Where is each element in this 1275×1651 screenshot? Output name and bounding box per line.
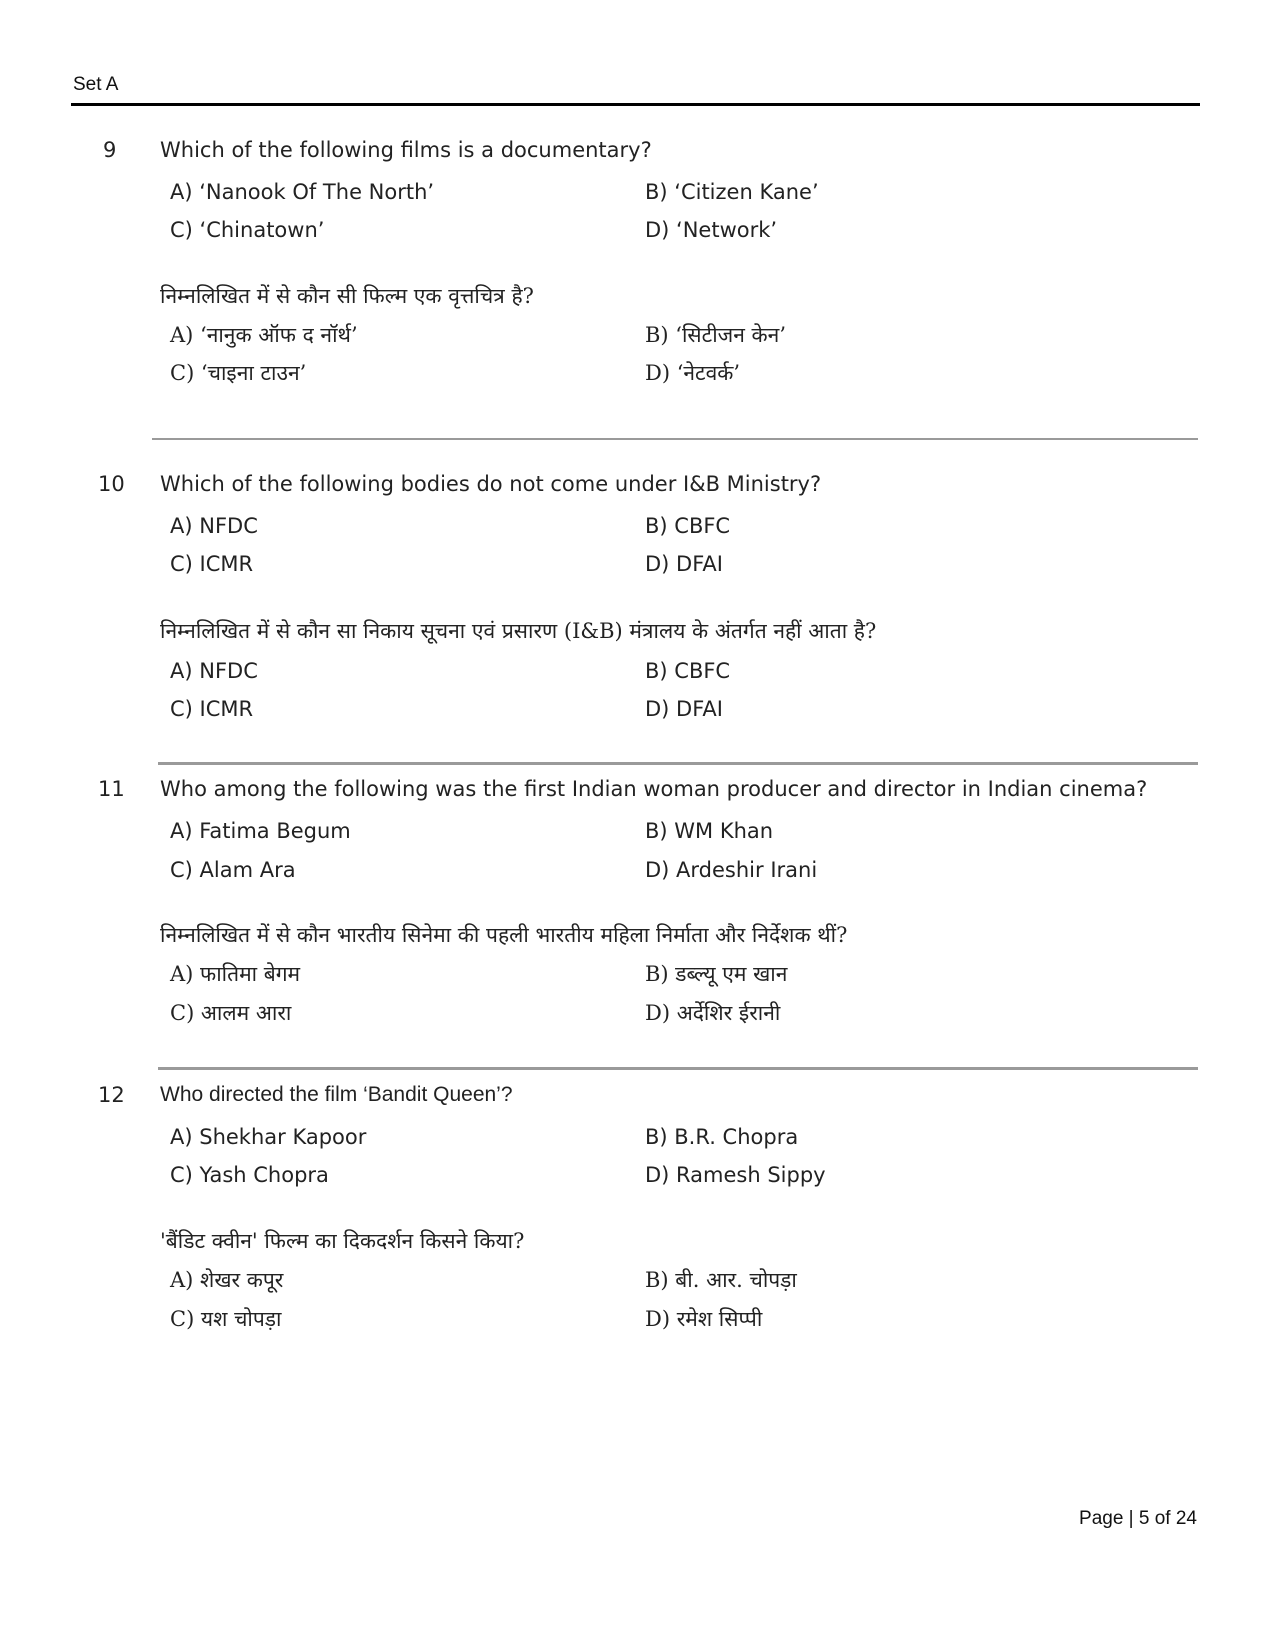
option-b-hi: B) CBFC: [645, 659, 731, 683]
option-d-hi: D) रमेश सिप्पी: [645, 1307, 763, 1331]
question-separator: [152, 438, 1198, 440]
set-label: Set A: [73, 74, 119, 95]
option-b-en: B) WM Khan: [645, 819, 774, 843]
option-b-en: B) ‘Citizen Kane’: [645, 180, 819, 204]
option-b-hi: B) ‘सिटीजन केन’: [645, 323, 787, 347]
question-number: 9: [103, 138, 117, 162]
option-d-en: D) Ardeshir Irani: [645, 858, 818, 882]
option-a-en: A) ‘Nanook Of The North’: [170, 180, 435, 204]
option-c-hi: C) आलम आरा: [170, 1001, 292, 1025]
option-a-en: A) Fatima Begum: [170, 819, 351, 843]
option-a-en: A) NFDC: [170, 514, 258, 538]
option-c-en: C) Alam Ara: [170, 858, 296, 882]
option-b-en: B) B.R. Chopra: [645, 1125, 799, 1149]
question-text-hi: निम्नलिखित में से कौन सा निकाय सूचना एवं प्रसारण (I&B) मंत्रालय के अंतर्गत नहीं आता है?: [160, 619, 877, 643]
option-d-hi: D) ‘नेटवर्क’: [645, 361, 741, 385]
question-separator: [158, 1067, 1198, 1070]
question-separator: [158, 762, 1198, 765]
option-c-hi: C) यश चोपड़ा: [170, 1307, 282, 1331]
question-number: 12: [98, 1083, 125, 1107]
option-a-hi: A) ‘नानुक ऑफ द नॉर्थ’: [170, 323, 358, 347]
option-c-en: C) Yash Chopra: [170, 1163, 329, 1187]
question-text-hi: निम्नलिखित में से कौन सी फिल्म एक वृत्तचित्र है?: [160, 284, 534, 308]
option-a-hi: A) शेखर कपूर: [170, 1268, 284, 1292]
page-number: Page | 5 of 24: [1079, 1508, 1197, 1529]
question-text-en: Who among the following was the first Indian woman producer and director in Indian cinema?: [160, 777, 1148, 801]
question-number: 11: [98, 777, 125, 801]
option-b-hi: B) बी. आर. चोपड़ा: [645, 1268, 797, 1292]
question-number: 10: [98, 472, 125, 496]
question-text-hi: निम्नलिखित में से कौन भारतीय सिनेमा की पहली भारतीय महिला निर्माता और निर्देशक थीं?: [160, 923, 848, 947]
question-text-hi: 'बैंडिट क्वीन' फिल्म का दिकदर्शन किसने किया?: [160, 1229, 525, 1253]
question-text-en: Which of the following films is a documentary?: [160, 138, 652, 162]
option-a-hi: A) NFDC: [170, 659, 258, 683]
option-c-hi: C) ‘चाइना टाउन’: [170, 361, 307, 385]
option-b-en: B) CBFC: [645, 514, 731, 538]
option-a-en: A) Shekhar Kapoor: [170, 1125, 367, 1149]
question-text-en: Who directed the film ‘Bandit Queen’?: [160, 1083, 513, 1106]
option-c-en: C) ICMR: [170, 552, 254, 576]
option-d-hi: D) DFAI: [645, 697, 723, 721]
option-d-hi: D) अर्देशिर ईरानी: [645, 1001, 781, 1025]
question-text-en: Which of the following bodies do not come under I&B Ministry?: [160, 472, 822, 496]
option-d-en: D) ‘Network’: [645, 218, 778, 242]
option-d-en: D) DFAI: [645, 552, 723, 576]
option-c-hi: C) ICMR: [170, 697, 254, 721]
header-rule: [71, 103, 1200, 106]
option-b-hi: B) डब्ल्यू एम खान: [645, 962, 788, 986]
option-c-en: C) ‘Chinatown’: [170, 218, 325, 242]
option-d-en: D) Ramesh Sippy: [645, 1163, 826, 1187]
option-a-hi: A) फातिमा बेगम: [170, 962, 301, 986]
